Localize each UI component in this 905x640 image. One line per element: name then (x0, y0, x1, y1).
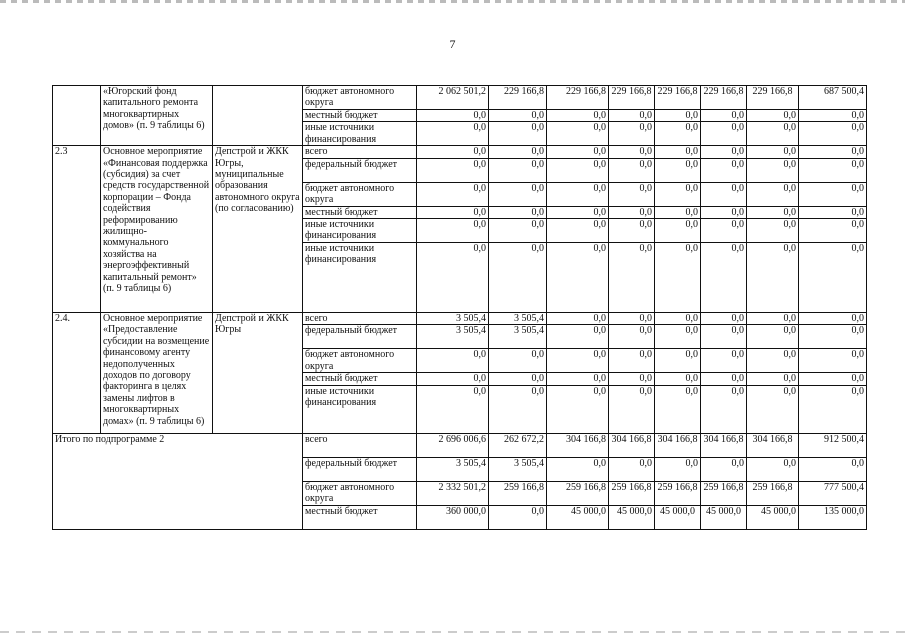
table-cell-text: местный бюджет (303, 110, 417, 122)
table-row (53, 86, 867, 110)
table-cell-text: федеральный бюджет (303, 325, 417, 349)
table-cell-value: 0,0 (489, 219, 547, 243)
table-cell-value: 0,0 (547, 373, 609, 385)
table-cell-text: Итого по подпрограмме 2 (53, 433, 303, 529)
table-cell-value: 304 166,8 (655, 433, 701, 457)
table-cell-value: 0,0 (799, 206, 867, 218)
table-cell-value: 0,0 (489, 206, 547, 218)
table-cell-value: 0,0 (747, 158, 799, 182)
table-cell-value: 45 000,0 (655, 505, 701, 529)
table-cell-value: 0,0 (609, 158, 655, 182)
table-cell-value: 0,0 (799, 158, 867, 182)
table-cell-value: 0,0 (799, 243, 867, 313)
budget-table (52, 85, 867, 530)
table-cell-value: 0,0 (655, 243, 701, 313)
table-cell-text: Депстрой и ЖКК Югры, муниципальные образования автономного округа (по согласованию) (213, 146, 303, 313)
table-cell-value: 0,0 (609, 146, 655, 158)
table-cell-value: 0,0 (489, 505, 547, 529)
table-cell-value: 45 000,0 (747, 505, 799, 529)
table-cell-value: 0,0 (655, 219, 701, 243)
table-cell-value: 0,0 (489, 243, 547, 313)
table-cell-value: 0,0 (489, 146, 547, 158)
table-cell-value: 0,0 (655, 110, 701, 122)
table-cell-text: всего (303, 146, 417, 158)
table-cell-value: 0,0 (655, 158, 701, 182)
table-row (53, 146, 867, 158)
table-cell-value: 0,0 (547, 158, 609, 182)
table-cell-value: 0,0 (417, 243, 489, 313)
table-cell-value: 0,0 (489, 349, 547, 373)
table-cell-value: 0,0 (547, 182, 609, 206)
table-cell-text: 2.4. (53, 313, 101, 434)
table-cell-value: 304 166,8 (747, 433, 799, 457)
table-cell-value: 0,0 (701, 182, 747, 206)
table-cell-value: 0,0 (701, 110, 747, 122)
table-cell-value: 0,0 (747, 373, 799, 385)
table-cell-value: 0,0 (655, 457, 701, 481)
table-cell-value: 0,0 (747, 146, 799, 158)
table-cell-value: 304 166,8 (701, 433, 747, 457)
table-cell-value: 0,0 (799, 325, 867, 349)
table-cell-value: 0,0 (417, 122, 489, 146)
table-cell-value: 0,0 (747, 313, 799, 325)
table-cell-value: 262 672,2 (489, 433, 547, 457)
table-cell-value: 0,0 (417, 182, 489, 206)
table-cell-value: 0,0 (747, 325, 799, 349)
table-cell-value: 229 166,8 (609, 86, 655, 110)
table-cell-value: 0,0 (701, 373, 747, 385)
table-cell-value: 0,0 (417, 373, 489, 385)
table-cell-value: 3 505,4 (489, 313, 547, 325)
table-cell-value: 0,0 (701, 206, 747, 218)
table-cell-value: 0,0 (547, 206, 609, 218)
scan-edge-bottom (0, 631, 905, 633)
table-cell-text: всего (303, 313, 417, 325)
table-cell-value: 0,0 (547, 110, 609, 122)
table-cell-value: 3 505,4 (489, 325, 547, 349)
table-cell-value: 259 166,8 (747, 481, 799, 505)
table-cell-value: 0,0 (609, 206, 655, 218)
table-cell-value: 0,0 (747, 385, 799, 433)
table-cell-text: бюджет автономного округа (303, 481, 417, 505)
table-cell-text: Основное мероприятие «Финансовая поддержка (субсидия) за счет средств государственной корпорации – Фонда содействия реформированию жилищно-коммунального хозяйства на энергоэффективный капитальный ремонт» (п. 9 таблицы 6) (101, 146, 213, 313)
table-cell-value: 259 166,8 (489, 481, 547, 505)
table-cell-value: 229 166,8 (701, 86, 747, 110)
table-cell-value: 0,0 (609, 110, 655, 122)
table-cell-value: 0,0 (547, 349, 609, 373)
table-cell-text: Депстрой и ЖКК Югры (213, 313, 303, 434)
table-cell-value: 0,0 (547, 325, 609, 349)
table-cell-text: 2.3 (53, 146, 101, 313)
table-cell-value: 135 000,0 (799, 505, 867, 529)
table-cell-value: 0,0 (701, 349, 747, 373)
table-cell-text: иные источники финансирования (303, 385, 417, 433)
table-cell-value: 0,0 (489, 122, 547, 146)
table-cell-value: 0,0 (799, 182, 867, 206)
table-row (53, 433, 867, 457)
table-cell-value: 3 505,4 (417, 325, 489, 349)
table-cell-text: местный бюджет (303, 206, 417, 218)
table-cell-value: 304 166,8 (609, 433, 655, 457)
table-cell-value: 0,0 (609, 122, 655, 146)
table-cell-value: 0,0 (655, 146, 701, 158)
table-cell-value: 0,0 (799, 313, 867, 325)
table-cell-value: 229 166,8 (489, 86, 547, 110)
table-cell-value: 0,0 (609, 219, 655, 243)
table-cell-value: 0,0 (701, 146, 747, 158)
table-cell-value: 0,0 (655, 325, 701, 349)
page-number: 7 (449, 37, 456, 51)
table-cell-value: 259 166,8 (655, 481, 701, 505)
table-cell-text: иные источники финансирования (303, 243, 417, 313)
table-cell-value: 0,0 (547, 243, 609, 313)
table-cell-value: 229 166,8 (747, 86, 799, 110)
table-cell-text (213, 86, 303, 146)
table-cell-value: 0,0 (655, 385, 701, 433)
scan-edge-top (0, 0, 905, 3)
table-cell-value: 0,0 (799, 110, 867, 122)
table-cell-value: 0,0 (747, 243, 799, 313)
table-cell-value: 0,0 (547, 219, 609, 243)
table-cell-value: 259 166,8 (609, 481, 655, 505)
table-cell-value: 45 000,0 (547, 505, 609, 529)
table-cell-value: 0,0 (489, 110, 547, 122)
table-cell-value: 45 000,0 (609, 505, 655, 529)
table-cell-text: местный бюджет (303, 373, 417, 385)
table-cell-value: 0,0 (701, 219, 747, 243)
table-cell-value: 0,0 (609, 325, 655, 349)
table-cell-value: 259 166,8 (701, 481, 747, 505)
table-cell-value: 0,0 (701, 385, 747, 433)
table-cell-value: 912 500,4 (799, 433, 867, 457)
table-cell-value: 0,0 (417, 158, 489, 182)
table-cell-value: 360 000,0 (417, 505, 489, 529)
table-cell-value: 0,0 (655, 373, 701, 385)
table-cell-value: 0,0 (799, 349, 867, 373)
table-cell-value: 777 500,4 (799, 481, 867, 505)
table-cell-value: 0,0 (799, 146, 867, 158)
table-cell-value: 3 505,4 (489, 457, 547, 481)
table-cell-value: 0,0 (609, 385, 655, 433)
table-row (53, 313, 867, 325)
table-cell-value: 0,0 (609, 313, 655, 325)
table-cell-value: 0,0 (417, 219, 489, 243)
table-cell-text: местный бюджет (303, 505, 417, 529)
table-cell-value: 0,0 (655, 313, 701, 325)
table-cell-value: 0,0 (417, 146, 489, 158)
table-cell-value: 0,0 (701, 457, 747, 481)
table-cell-value: 2 696 006,6 (417, 433, 489, 457)
table-cell-text: бюджет автономного округа (303, 182, 417, 206)
table-cell-value: 0,0 (655, 122, 701, 146)
table-cell-value: 0,0 (655, 349, 701, 373)
table-cell-value: 0,0 (417, 206, 489, 218)
table-cell-text: иные источники финансирования (303, 219, 417, 243)
table-cell-value: 2 332 501,2 (417, 481, 489, 505)
table-cell-value: 0,0 (489, 182, 547, 206)
table-cell-value: 0,0 (747, 219, 799, 243)
table-cell-value: 0,0 (609, 457, 655, 481)
table-cell-value: 0,0 (747, 206, 799, 218)
table-cell-value: 0,0 (799, 219, 867, 243)
table-cell-text: бюджет автономного округа (303, 349, 417, 373)
table-cell-value: 0,0 (547, 313, 609, 325)
table-cell-value: 0,0 (747, 122, 799, 146)
table-cell-value: 0,0 (747, 349, 799, 373)
table-cell-value: 0,0 (747, 457, 799, 481)
table-cell-value: 0,0 (547, 385, 609, 433)
table-cell-value: 0,0 (417, 385, 489, 433)
table-cell-text: бюджет автономного округа (303, 86, 417, 110)
table-cell-value: 0,0 (547, 146, 609, 158)
table-cell-text: всего (303, 433, 417, 457)
table-cell-value: 0,0 (547, 457, 609, 481)
table-cell-value: 0,0 (655, 182, 701, 206)
table-cell-value: 45 000,0 (701, 505, 747, 529)
table-cell-text: Основное мероприятие «Предоставление субсидии на возмещение финансовому агенту недополученных доходов по договору факторинга в целях замены лифтов в многоквартирных домах» (п. 9 таблицы 6) (101, 313, 213, 434)
table-cell-value: 0,0 (747, 182, 799, 206)
table-cell-value: 0,0 (655, 206, 701, 218)
table-cell-value: 2 062 501,2 (417, 86, 489, 110)
table-cell-value: 0,0 (489, 158, 547, 182)
table-cell-value: 0,0 (489, 385, 547, 433)
table-cell-value: 0,0 (701, 122, 747, 146)
table-cell-value: 3 505,4 (417, 457, 489, 481)
table-cell-value: 0,0 (799, 122, 867, 146)
table-cell-value: 0,0 (417, 110, 489, 122)
table-cell-value: 0,0 (609, 182, 655, 206)
table-cell-text: иные источники финансирования (303, 122, 417, 146)
table-cell-text (53, 86, 101, 146)
table-cell-value: 229 166,8 (547, 86, 609, 110)
table-cell-value: 0,0 (701, 313, 747, 325)
table-cell-value: 259 166,8 (547, 481, 609, 505)
table-cell-value: 229 166,8 (655, 86, 701, 110)
table-cell-text: «Югорский фонд капитального ремонта многоквартирных домов» (п. 9 таблицы 6) (101, 86, 213, 146)
table-cell-value: 0,0 (701, 243, 747, 313)
table-cell-value: 3 505,4 (417, 313, 489, 325)
table-cell-value: 0,0 (799, 373, 867, 385)
table-cell-value: 0,0 (701, 325, 747, 349)
table-cell-value: 0,0 (609, 243, 655, 313)
table-cell-value: 0,0 (489, 373, 547, 385)
table-cell-text: федеральный бюджет (303, 457, 417, 481)
table-cell-value: 304 166,8 (547, 433, 609, 457)
table-cell-value: 0,0 (799, 457, 867, 481)
table-cell-value: 0,0 (609, 373, 655, 385)
table-cell-value: 0,0 (747, 110, 799, 122)
table-cell-value: 0,0 (547, 122, 609, 146)
table-cell-value: 687 500,4 (799, 86, 867, 110)
table-cell-text: федеральный бюджет (303, 158, 417, 182)
table-cell-value: 0,0 (799, 385, 867, 433)
table-cell-value: 0,0 (701, 158, 747, 182)
table-cell-value: 0,0 (609, 349, 655, 373)
table-cell-value: 0,0 (417, 349, 489, 373)
